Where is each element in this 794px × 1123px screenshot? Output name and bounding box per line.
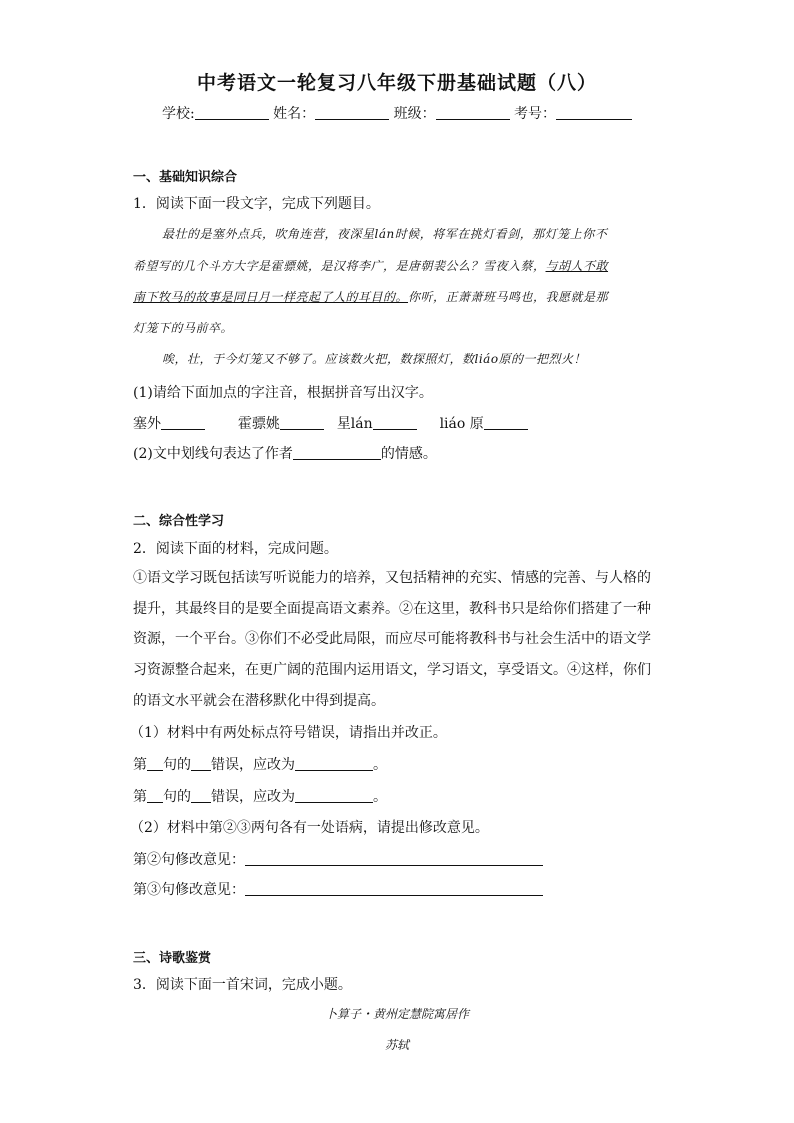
material-line-4: 习资源整合起来，在更广阔的范围内运用语文，学习语文，享受语文。④这样，你们 xyxy=(133,662,651,678)
section2-heading: 二、综合性学习 xyxy=(133,514,225,529)
number-label: 考号： xyxy=(514,106,557,122)
passage-line-3-text: 你听，正萧萧班马鸣也，我愿就是那 xyxy=(408,290,609,304)
q1-sub2 xyxy=(133,443,437,463)
material-line-3: 资源，一个平台。③你们不必受此局限，而应尽可能将教科书与社会生活中的语文学 xyxy=(133,631,651,647)
poem-title: 卜算子・黄州定慧院寓居作 xyxy=(324,1007,469,1021)
q2-sub2: （2）材料中第②③两句各有一处语病，请提出修改意见。 xyxy=(130,820,489,836)
class-blank[interactable] xyxy=(436,105,510,120)
blank-row-1-text-b: 句的 xyxy=(163,757,191,773)
q1-sub1: (1)请给下面加点的字注音，根据拼音写出汉字。 xyxy=(133,385,433,401)
fill-b-label: 霍骠姚 xyxy=(237,416,280,432)
passage-line-2-text: 希望写的几个斗方大字是霍骠姚，是汉将李广，是唐朝裴公么？雪夜入蔡， xyxy=(133,259,546,273)
sentence-number-blank-1[interactable] xyxy=(147,757,163,771)
blank-row-2-text-b: 句的 xyxy=(163,789,191,805)
section3-heading: 三、诗歌鉴赏 xyxy=(133,951,212,966)
correction-blank-1[interactable] xyxy=(295,757,373,771)
school-label: 学校: xyxy=(161,106,195,122)
fix-2-blank[interactable] xyxy=(245,852,543,866)
q2-blank-row-2 xyxy=(133,786,387,806)
fill-d-blank[interactable] xyxy=(484,416,528,430)
fix-3-blank[interactable] xyxy=(245,882,543,896)
underlined-sentence-part-1: 与胡人不敢 xyxy=(545,259,609,273)
question3-stem: 3．阅读下面一首宋词，完成小题。 xyxy=(133,977,352,993)
q1-sub2-text-b: 的情感。 xyxy=(380,446,437,462)
page-title: 中考语文一轮复习八年级下册基础试题（八） xyxy=(196,72,597,94)
fix-row-2 xyxy=(133,849,543,869)
fix-2-label: 第②句修改意见： xyxy=(133,852,245,868)
q2-sub1: （1）材料中有两处标点符号错误，请指出并改正。 xyxy=(130,725,447,741)
poem-author: 苏轼 xyxy=(384,1038,409,1052)
number-blank[interactable] xyxy=(556,105,632,120)
passage-line-2 xyxy=(133,257,608,274)
fill-a-blank[interactable] xyxy=(161,416,205,430)
material-line-2: 提升，其最终目的是要全面提高语文素养。②在这里，教科书只是给你们搭建了一种 xyxy=(133,601,651,617)
question2-stem: 2．阅读下面的材料，完成问题。 xyxy=(133,541,338,557)
correction-blank-2[interactable] xyxy=(295,789,373,803)
material-line-1: ①语文学习既包括读写听说能力的培养，又包括精神的充实、情感的完善、与人格的 xyxy=(133,570,651,586)
name-label: 姓名： xyxy=(273,106,316,122)
error-blank-1[interactable] xyxy=(191,757,211,771)
passage-line-1: 最壮的是塞外点兵，吹角连营，夜深星lán时候，将军在挑灯看剑，那灯笼上你不 xyxy=(162,227,608,241)
q1-fill-row xyxy=(133,413,528,433)
fill-c-blank[interactable] xyxy=(373,416,417,430)
fix-3-label: 第③句修改意见： xyxy=(133,882,245,898)
passage-line-4: 灯笼下的马前卒。 xyxy=(133,321,234,335)
class-label: 班级： xyxy=(393,106,436,122)
fill-d-label: liáo 原 xyxy=(439,416,484,432)
passage-line-3 xyxy=(133,288,608,305)
student-info-row xyxy=(0,103,794,123)
q2-blank-row-1 xyxy=(133,754,387,774)
fill-b-blank[interactable] xyxy=(280,416,324,430)
material-line-5: 的语文水平就会在潜移默化中得到提高。 xyxy=(133,693,385,709)
blank-row-2-end: 。 xyxy=(373,789,387,805)
underlined-sentence-part-2: 南下牧马的故事是同日月一样亮起了人的耳目的。 xyxy=(133,290,409,304)
q1-sub2-text-a: (2)文中划线句表达了作者 xyxy=(133,446,293,462)
blank-row-2-text-c: 错误，应改为 xyxy=(211,789,295,805)
q1-sub2-blank[interactable] xyxy=(293,446,381,460)
error-blank-2[interactable] xyxy=(191,789,211,803)
fill-a-label: 塞外 xyxy=(133,416,161,432)
fix-row-3 xyxy=(133,879,543,899)
blank-row-2-text-a: 第 xyxy=(133,789,147,805)
school-blank[interactable] xyxy=(195,105,269,120)
question1-stem: 1．阅读下面一段文字，完成下列题目。 xyxy=(133,196,380,212)
sentence-number-blank-2[interactable] xyxy=(147,789,163,803)
blank-row-1-end: 。 xyxy=(373,757,387,773)
name-blank[interactable] xyxy=(315,105,389,120)
blank-row-1-text-a: 第 xyxy=(133,757,147,773)
passage-paragraph-2: 唉，壮，于今灯笼又不够了。应该数火把，数探照灯，数liáo原的一把烈火！ xyxy=(162,352,587,366)
blank-row-1-text-c: 错误，应改为 xyxy=(211,757,295,773)
section1-heading: 一、基础知识综合 xyxy=(133,170,238,185)
fill-c-label: 星lán xyxy=(336,416,373,432)
